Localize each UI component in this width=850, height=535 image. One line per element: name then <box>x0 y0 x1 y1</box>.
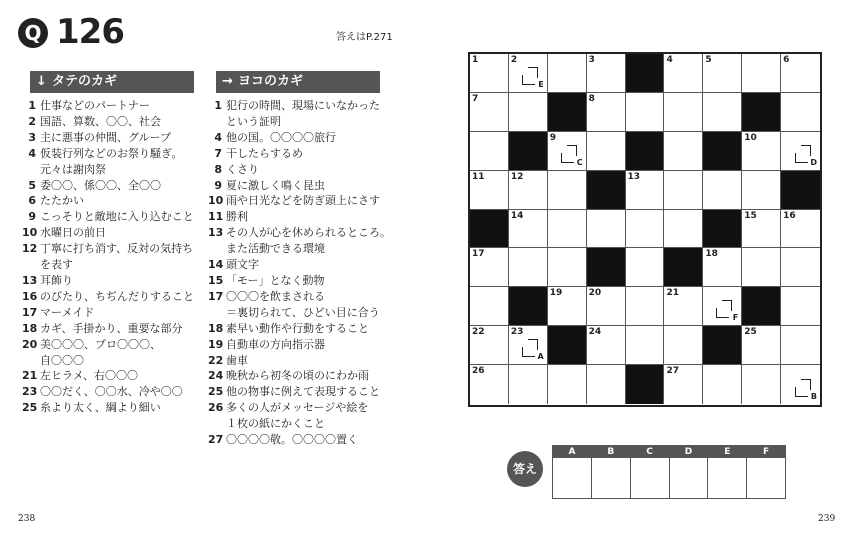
grid-cell-black <box>626 54 665 93</box>
grid-cell[interactable] <box>509 365 548 404</box>
tate-clue-list <box>22 98 202 416</box>
tate-clue-17 <box>22 305 202 321</box>
clue-text: 「モー」となく動物 <box>226 273 325 287</box>
cell-number: 27 <box>666 366 679 377</box>
grid-cell[interactable] <box>781 210 820 249</box>
grid-cell-black <box>703 326 742 365</box>
tate-title: タテのカギ <box>52 74 118 89</box>
answer-column-header: B <box>591 446 630 458</box>
tate-clue-10 <box>22 225 202 241</box>
grid-cell[interactable] <box>703 287 742 326</box>
grid-cell[interactable] <box>742 54 781 93</box>
clue-number: 17 <box>208 289 224 303</box>
mark-letter: C <box>576 157 583 167</box>
clue-number: 1 <box>28 99 36 112</box>
grid-cell[interactable] <box>509 326 548 365</box>
yoko-clue-11 <box>208 209 393 225</box>
clue-text: 素早い動作や行動をすること <box>226 321 369 335</box>
cell-number: 24 <box>588 327 602 338</box>
clue-text: 干したらするめ <box>226 146 303 160</box>
clue-text: １枚の紙にかくこと <box>226 417 325 431</box>
grid-cell[interactable] <box>781 248 820 287</box>
corner-mark <box>567 145 577 156</box>
clue-number: 11 <box>208 210 224 224</box>
clue-text: カギ、手掛かり、重要な部分 <box>40 321 183 335</box>
grid-cell[interactable] <box>548 287 587 326</box>
clue-text: その人が心を休められるところ。 <box>226 226 391 240</box>
clue-text: 多くの人がメッセージや絵を <box>226 401 369 415</box>
grid-cell[interactable] <box>470 326 509 365</box>
cell-number: 20 <box>588 288 602 299</box>
grid-cell[interactable] <box>548 210 587 249</box>
clue-number: 25 <box>208 385 224 399</box>
grid-cell[interactable] <box>548 54 587 93</box>
grid-cell-black <box>742 93 781 132</box>
clue-text: 委〇〇、係〇〇、全〇〇 <box>40 178 161 192</box>
cell-number: 17 <box>472 249 485 260</box>
grid-cell[interactable] <box>509 248 548 287</box>
clue-text: 歯車 <box>226 353 248 367</box>
tate-clue-20-cont <box>22 353 202 369</box>
corner-mark <box>722 300 732 311</box>
tate-clue-20 <box>22 337 202 353</box>
grid-cell-black <box>587 248 626 287</box>
clue-text: たたかい <box>40 194 84 208</box>
clue-number: 3 <box>28 130 36 144</box>
mark-letter: B <box>810 391 817 401</box>
yoko-clue-22 <box>208 353 393 369</box>
grid-cell[interactable] <box>509 210 548 249</box>
clue-text: 主に悪事の仲間、グループ <box>40 130 172 144</box>
clue-text: ＝裏切られて、ひどい目に合う <box>226 305 380 319</box>
tate-clue-5 <box>22 178 202 194</box>
answer-box[interactable] <box>591 458 630 499</box>
answer-box[interactable] <box>747 458 786 499</box>
answer-column-header: F <box>747 446 786 458</box>
grid-cell[interactable] <box>781 93 820 132</box>
grid-cell-black <box>626 365 665 404</box>
clue-text: 左ヒラメ、右〇〇〇 <box>40 369 139 383</box>
grid-cell[interactable] <box>548 248 587 287</box>
mark-letter: A <box>537 352 544 362</box>
clue-text: 〇〇〇を飲まされる <box>226 289 325 303</box>
cell-number: 14 <box>510 210 524 221</box>
tate-clue-18 <box>22 321 202 337</box>
clue-number: 9 <box>28 210 36 224</box>
grid-cell[interactable] <box>626 326 665 365</box>
cell-number: 26 <box>472 366 485 377</box>
clue-number: 6 <box>28 194 36 208</box>
grid-cell[interactable] <box>781 326 820 365</box>
grid-cell[interactable] <box>470 287 509 326</box>
grid-cell[interactable] <box>626 210 665 249</box>
answer-letter-mark <box>522 67 544 89</box>
answer-box[interactable] <box>630 458 669 499</box>
answer-badge: 答え <box>507 451 543 487</box>
grid-cell[interactable] <box>781 287 820 326</box>
clue-number: 4 <box>214 130 222 144</box>
tate-clue-23 <box>22 384 202 400</box>
yoko-clue-26-cont <box>208 416 393 432</box>
yoko-clue-9 <box>208 178 393 194</box>
cell-number: 2 <box>510 55 518 65</box>
grid-cell[interactable] <box>587 93 626 132</box>
clue-number: 7 <box>214 146 222 160</box>
cell-number: 16 <box>783 210 796 221</box>
grid-cell-black <box>548 326 587 365</box>
clue-number: 4 <box>28 146 36 160</box>
answer-box[interactable] <box>708 458 747 499</box>
clue-text: 頭文字 <box>226 258 259 272</box>
corner-mark <box>528 339 538 350</box>
clue-text: マーメイド <box>40 305 95 319</box>
tate-clue-21 <box>22 368 202 384</box>
grid-cell[interactable] <box>742 132 781 171</box>
answer-letter-mark <box>561 145 583 167</box>
cell-number: 3 <box>588 55 595 65</box>
page-number-left: 238 <box>18 514 36 524</box>
yoko-clue-10 <box>208 193 393 209</box>
clue-text: こっそりと敵地に入り込むこと <box>40 210 194 224</box>
cell-number: 21 <box>666 288 679 299</box>
tate-clue-3 <box>22 130 202 146</box>
answer-table <box>552 445 786 499</box>
clue-text: 美〇〇〇、プロ〇〇〇、 <box>40 337 161 351</box>
clue-number: 16 <box>22 289 38 303</box>
grid-cell[interactable] <box>587 54 626 93</box>
clue-number: 12 <box>22 242 38 256</box>
grid-cell-black <box>470 210 509 249</box>
grid-cell[interactable] <box>470 93 509 132</box>
clue-number: 10 <box>208 194 224 208</box>
yoko-clue-15 <box>208 273 393 289</box>
answer-letter-mark <box>716 300 738 322</box>
grid-cell[interactable] <box>626 248 665 287</box>
tate-clue-1 <box>22 98 202 114</box>
grid-cell[interactable] <box>703 171 742 210</box>
yoko-clue-17-cont <box>208 305 393 321</box>
grid-cell[interactable] <box>664 54 703 93</box>
clue-number: 9 <box>214 178 222 192</box>
grid-cell[interactable] <box>587 132 626 171</box>
tate-clue-6 <box>22 193 202 209</box>
answer-box[interactable] <box>669 458 708 499</box>
answer-column-header: E <box>708 446 747 458</box>
mark-letter: F <box>732 313 739 323</box>
grid-cell-black <box>781 171 820 210</box>
clue-number: 2 <box>28 114 36 128</box>
answer-letter-mark <box>795 145 817 167</box>
clue-text: 他の国。〇〇〇〇旅行 <box>226 130 336 144</box>
grid-cell[interactable] <box>742 210 781 249</box>
tate-clue-2 <box>22 114 202 130</box>
grid-cell-black <box>509 287 548 326</box>
yoko-clue-27 <box>208 432 393 448</box>
clue-number: 15 <box>208 273 224 287</box>
grid-cell[interactable] <box>664 287 703 326</box>
clue-number: 13 <box>22 273 38 287</box>
cell-number: 7 <box>472 93 479 104</box>
answer-page-reference: 答えはP.271 <box>336 32 393 43</box>
yoko-clue-13-cont <box>208 241 393 257</box>
yoko-clue-1 <box>208 98 393 114</box>
tate-clue-4-cont <box>22 162 202 178</box>
grid-cell[interactable] <box>742 171 781 210</box>
cell-number: 10 <box>744 132 757 143</box>
grid-cell[interactable] <box>664 171 703 210</box>
grid-cell[interactable] <box>509 171 548 210</box>
grid-cell[interactable] <box>587 365 626 404</box>
clue-text: 〇〇〇〇敬。〇〇〇〇置く <box>226 433 358 447</box>
cell-number: 22 <box>472 327 485 338</box>
clue-number: 8 <box>214 162 222 176</box>
clue-text: また活動できる環境 <box>226 242 325 256</box>
clue-number: 13 <box>208 226 224 240</box>
clue-number: 18 <box>22 321 38 335</box>
question-number: 126 <box>56 12 124 52</box>
cell-number: 5 <box>705 55 712 65</box>
corner-mark <box>801 145 811 156</box>
grid-cell[interactable] <box>548 171 587 210</box>
corner-mark <box>528 67 538 78</box>
answer-box[interactable] <box>553 458 592 499</box>
clue-number: 24 <box>208 369 224 383</box>
grid-cell-black <box>548 93 587 132</box>
grid-cell[interactable] <box>664 132 703 171</box>
grid-cell[interactable] <box>548 132 587 171</box>
grid-cell[interactable] <box>742 365 781 404</box>
answer-column-header: A <box>553 446 592 458</box>
question-icon: Q <box>18 18 48 48</box>
clue-number: 18 <box>208 321 224 335</box>
grid-cell[interactable] <box>703 248 742 287</box>
grid-cell[interactable] <box>587 287 626 326</box>
clue-number: 22 <box>208 353 224 367</box>
clue-text: という証明 <box>226 114 281 128</box>
tate-heading <box>30 71 194 93</box>
grid-cell[interactable] <box>470 365 509 404</box>
grid-cell[interactable] <box>587 210 626 249</box>
clue-number: 19 <box>208 337 224 351</box>
grid-cell[interactable] <box>587 326 626 365</box>
grid-cell[interactable] <box>781 132 820 171</box>
crossword-grid <box>468 52 822 407</box>
clue-number: 26 <box>208 401 224 415</box>
cell-number: 15 <box>744 210 757 221</box>
cell-number: 13 <box>627 171 641 182</box>
clue-text: 夏に激しく鳴く昆虫 <box>226 178 325 192</box>
answer-column-header: C <box>630 446 669 458</box>
clue-number: 27 <box>208 433 224 447</box>
clue-number: 21 <box>22 369 38 383</box>
answer-column-header: D <box>669 446 708 458</box>
answer-letter-mark <box>522 339 544 361</box>
grid-cell[interactable] <box>548 365 587 404</box>
down-arrow-icon: ↓ <box>36 74 47 89</box>
page-number-right: 239 <box>818 514 836 524</box>
cell-number: 23 <box>510 327 524 338</box>
clue-text: のびたり、ちぢんだりすること <box>40 289 194 303</box>
clue-text: 自動車の方向指示器 <box>226 337 325 351</box>
grid-cell-black <box>703 210 742 249</box>
cell-number: 4 <box>666 55 673 65</box>
grid-cell[interactable] <box>470 248 509 287</box>
clue-number: 5 <box>28 178 36 192</box>
grid-cell-black <box>587 171 626 210</box>
clue-text: 雨や日光などを防ぎ頭上にさす <box>226 194 380 208</box>
yoko-clue-13 <box>208 225 393 241</box>
clue-number: 17 <box>22 305 38 319</box>
tate-clue-9 <box>22 209 202 225</box>
grid-cell-black <box>703 132 742 171</box>
yoko-clue-17 <box>208 289 393 305</box>
clue-text: 自〇〇〇 <box>40 353 84 367</box>
tate-clue-16 <box>22 289 202 305</box>
grid-cell-black <box>664 248 703 287</box>
cell-number: 8 <box>588 93 595 104</box>
clue-text: くさり <box>226 162 259 176</box>
grid-cell[interactable] <box>470 132 509 171</box>
clue-text: 仕事などのパートナー <box>40 99 150 112</box>
grid-cell[interactable] <box>509 54 548 93</box>
cell-number: 9 <box>549 132 557 143</box>
grid-cell-black <box>626 132 665 171</box>
yoko-clue-14 <box>208 257 393 273</box>
yoko-clue-18 <box>208 321 393 337</box>
cell-number: 12 <box>510 171 524 182</box>
clue-text: 糸より太く、綱より細い <box>40 401 161 415</box>
mark-letter: E <box>538 79 544 89</box>
grid-cell[interactable] <box>626 171 665 210</box>
answer-letter-mark <box>795 379 817 401</box>
cell-number: 18 <box>705 249 718 260</box>
clue-text: 他の物事に例えて表現すること <box>226 385 380 399</box>
clue-text: 犯行の時間、現場にいなかった <box>226 99 380 112</box>
corner-mark <box>801 379 811 390</box>
tate-clue-13 <box>22 273 202 289</box>
grid-cell[interactable] <box>664 93 703 132</box>
grid-cell[interactable] <box>742 326 781 365</box>
cell-number: 1 <box>472 55 479 65</box>
grid-cell[interactable] <box>781 365 820 404</box>
clue-text: 耳飾り <box>40 273 73 287</box>
grid-cell[interactable] <box>742 248 781 287</box>
tate-clue-12-cont <box>22 257 202 273</box>
clue-text: 水曜日の前日 <box>40 226 106 240</box>
tate-clue-25 <box>22 400 202 416</box>
grid-cell[interactable] <box>664 326 703 365</box>
clue-text: を表す <box>40 258 73 272</box>
grid-cell[interactable] <box>626 93 665 132</box>
yoko-clue-19 <box>208 337 393 353</box>
cell-number: 6 <box>783 55 790 65</box>
clue-number: 10 <box>22 226 38 240</box>
clue-text: 元々は謝肉祭 <box>40 162 106 176</box>
yoko-title: ヨコのカギ <box>238 74 304 89</box>
mark-letter: D <box>810 157 817 167</box>
grid-cell[interactable] <box>664 210 703 249</box>
clue-number: 1 <box>214 99 222 112</box>
grid-cell[interactable] <box>703 54 742 93</box>
yoko-clue-1-cont <box>208 114 393 130</box>
grid-cell[interactable] <box>703 365 742 404</box>
yoko-clue-7 <box>208 146 393 162</box>
yoko-clue-8 <box>208 162 393 178</box>
grid-cell[interactable] <box>626 287 665 326</box>
yoko-heading <box>216 71 380 93</box>
clue-text: 晩秋から初冬の頃のにわか雨 <box>226 369 369 383</box>
grid-cell[interactable] <box>470 54 509 93</box>
yoko-clue-25 <box>208 384 393 400</box>
clue-text: 仮装行列などのお祭り騒ぎ。 <box>40 146 183 160</box>
yoko-clue-4 <box>208 130 393 146</box>
grid-cell-black <box>742 287 781 326</box>
grid-cell[interactable] <box>509 93 548 132</box>
tate-clue-12 <box>22 241 202 257</box>
yoko-clue-list <box>208 98 393 448</box>
clue-number: 14 <box>208 258 224 272</box>
yoko-clue-24 <box>208 368 393 384</box>
cell-number: 11 <box>472 171 485 182</box>
grid-cell[interactable] <box>781 54 820 93</box>
cell-number: 25 <box>744 327 757 338</box>
clue-text: 丁寧に打ち消す、反対の気持ち <box>40 242 194 256</box>
clue-number: 25 <box>22 401 38 415</box>
clue-text: 国語、算数、〇〇、社会 <box>40 114 161 128</box>
grid-cell[interactable] <box>703 93 742 132</box>
right-arrow-icon: → <box>222 74 233 89</box>
clue-number: 20 <box>22 337 38 351</box>
yoko-clue-26 <box>208 400 393 416</box>
tate-clue-4 <box>22 146 202 162</box>
clue-text: 勝利 <box>226 210 248 224</box>
grid-cell[interactable] <box>470 171 509 210</box>
clue-text: 〇〇だく、〇〇水、冷や〇〇 <box>40 385 183 399</box>
clue-number: 23 <box>22 385 38 399</box>
grid-cell-black <box>509 132 548 171</box>
grid-cell[interactable] <box>664 365 703 404</box>
cell-number: 19 <box>549 288 563 299</box>
